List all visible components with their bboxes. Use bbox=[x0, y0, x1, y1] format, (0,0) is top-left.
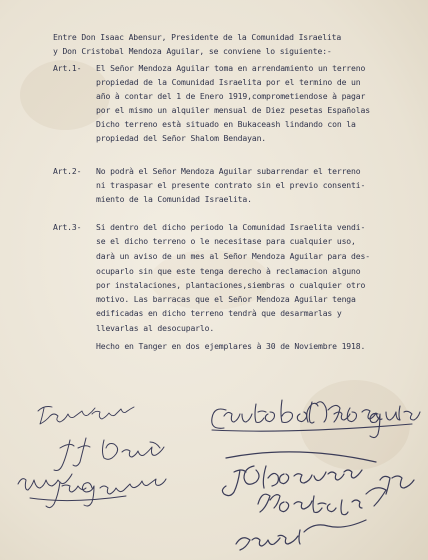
witness-heading-signature bbox=[38, 407, 134, 425]
article-line: se el dicho terreno o le necesitase para cualquier uso, bbox=[96, 236, 356, 246]
article-line: propiedad de la Comunidad Israelita por el termino de un bbox=[96, 77, 361, 87]
article-line: propiedad del Señor Shalom Bendayan. bbox=[96, 133, 267, 143]
article-line: por instalaciones, plantaciones,siembras o cualquier otro bbox=[96, 280, 366, 290]
party-two-signature bbox=[222, 452, 414, 550]
article-line: motivo. Las barracas que el Señor Mendoza Aguilar tenga bbox=[96, 294, 356, 304]
article-line: darà un aviso de un mes al Señor Mendoza Aguilar para des- bbox=[96, 251, 370, 261]
article-line: El Señor Mendoza Aguilar toma en arrendamiento un terreno bbox=[96, 63, 366, 73]
witness-one-signature bbox=[54, 438, 164, 471]
article-line: edificadas en dicho terreno tendrà que desarmarlas y bbox=[96, 308, 342, 318]
article-line: por el mismo un alquiler mensual de Diez pesetas Españolas bbox=[96, 105, 370, 115]
party-one-signature bbox=[212, 400, 420, 438]
article-line: miento de la Comunidad Israelita. bbox=[96, 194, 252, 204]
article-label: Art.2- bbox=[53, 166, 82, 176]
intro-line: y Don Cristobal Mendoza Aguilar, se conviene lo siguiente:- bbox=[53, 46, 332, 56]
article-line: llevarlas al desocuparlo. bbox=[96, 323, 215, 333]
article-label: Art.1- bbox=[53, 63, 82, 73]
closing-line: Hecho en Tanger en dos ejemplares à 30 de Noviembre 1918. bbox=[96, 341, 366, 351]
article-line: año à contar del 1 de Enero 1919,comprometiendose à pagar bbox=[96, 91, 366, 101]
intro-line: Entre Don Isaac Abensur, Presidente de la Comunidad Israelita bbox=[53, 32, 342, 42]
article-line: Si dentro del dicho periodo la Comunidad Israelita vendi- bbox=[96, 222, 366, 232]
witness-two-signature bbox=[18, 474, 166, 508]
article-line: No podrà el Señor Mendoza Aguilar subarrendar el terreno bbox=[96, 166, 361, 176]
article-line: Dicho terreno està situado en Bukaceash lindando con la bbox=[96, 119, 356, 129]
article-label: Art.3- bbox=[53, 222, 82, 232]
article-line: ocuparlo sin que este tenga derecho à reclamacion alguno bbox=[96, 266, 361, 276]
article-line: ni traspasar el presente contrato sin el previo consenti- bbox=[96, 180, 366, 190]
